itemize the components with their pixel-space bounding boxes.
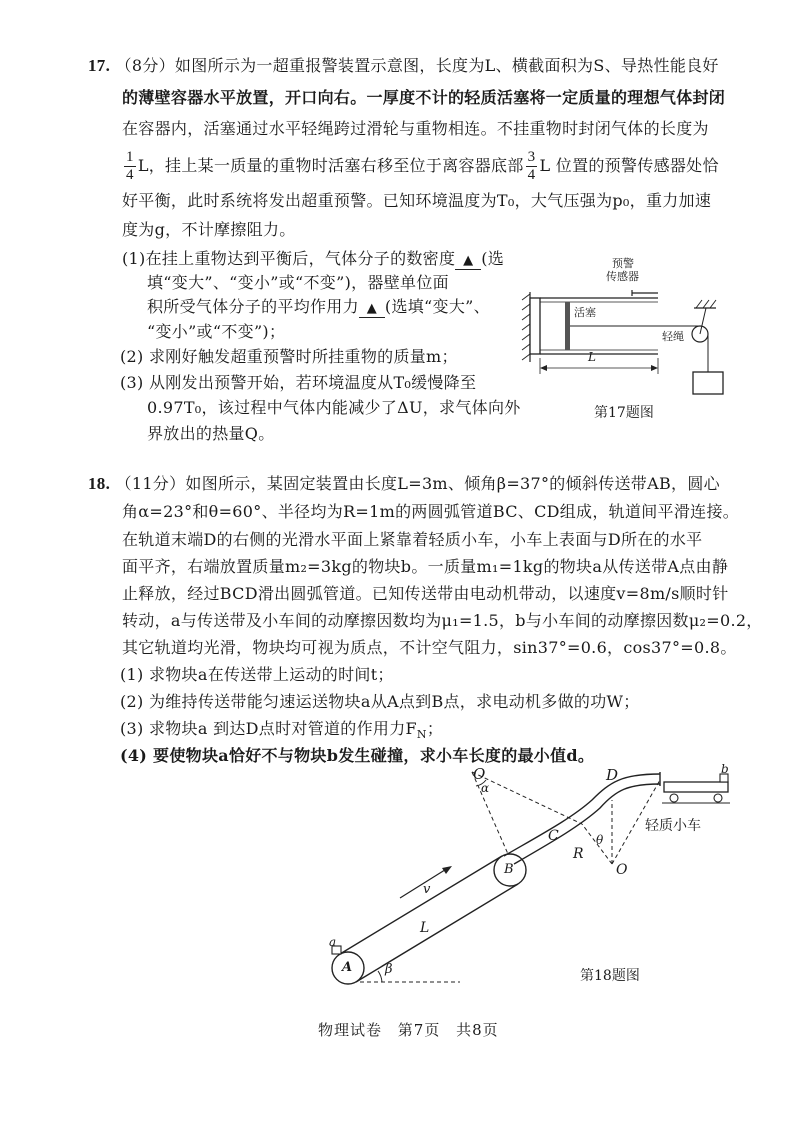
q18-part3: (3) 求物块a 到达D点时对管道的作用力$F_N$； [120, 719, 444, 742]
figure-17-caption: 第17题图 [594, 405, 654, 421]
fraction-three-quarters: $\frac{3}{4}$ [527, 149, 536, 183]
q18-line-6: 转动，a与传送带及小车间的动摩擦因数均为μ₁=1.5，b与小车间的动摩擦因数μ₂=0.2， [122, 611, 763, 630]
length-label: L [588, 350, 596, 364]
label-O1: O [473, 765, 486, 783]
q17-part1-line-4: “变小”或“不变”)； [147, 322, 286, 341]
weight-block [693, 372, 723, 394]
fraction-one-quarter: $\frac{1}{4}$ [126, 149, 134, 183]
q17-part3-line-1: (3) 从刚发出预警开始，若环境温度从T₀缓慢降至 [120, 373, 477, 392]
page-footer [318, 1019, 499, 1040]
q18-line-7: 其它轨道均光滑，物块均可视为质点，不计空气阻力，sin37°=0.6，cos37°=0.8。 [122, 638, 737, 657]
label-C: C [548, 828, 559, 844]
piston-label: 活塞 [574, 306, 596, 319]
q18-line-3: 在轨道末端D的右侧的光滑水平面上紧靠着轻质小车，小车上表面与D所在的水平 [122, 530, 703, 549]
piston [565, 302, 570, 350]
label-R: R [573, 846, 584, 862]
q18-part2: (2) 为维持传送带能匀速运送物块a从A点到B点，求电动机多做的功W； [120, 692, 640, 711]
footer-page: 第7页 [397, 1021, 441, 1039]
figure-18-caption: 第18题图 [580, 968, 640, 984]
q18-line-2: 角α=23°和θ=60°、半径均为R=1m的两圆弧管道BC、CD组成，轨道间平滑连接。 [122, 502, 740, 521]
q17-line-1 [88, 56, 719, 76]
q18-part4: (4) 要使物块a恰好不与物块b发生碰撞，求小车长度的最小值d。 [120, 746, 595, 765]
label-alpha: α [481, 781, 490, 795]
q17-part3-line-3: 界放出的热量Q。 [147, 424, 275, 443]
label-D: D [606, 766, 619, 784]
answer-blank-2: ▲ [359, 301, 385, 318]
q18-number: 18. [88, 474, 111, 493]
label-beta: β [385, 962, 393, 977]
q18-line-1 [88, 474, 720, 494]
cart-label: 轻质小车 [645, 818, 701, 834]
label-v: v [423, 882, 431, 897]
q17-part1-line-3: 积所受气体分子的平均作用力 ▲ (选填“变大”、 [147, 297, 490, 316]
rope-label: 轻绳 [662, 330, 684, 343]
q18-text-1: （11分）如图所示，某固定装置由长度L=3m、倾角β=37°的倾斜传送带AB，圆心 [115, 474, 720, 493]
q17-text-1: （8分）如图所示为一超重报警装置示意图，长度为L、横截面积为S、导热性能良好 [115, 56, 719, 75]
sensor-label: 预警 传感器 [606, 257, 639, 283]
q18-part1: (1) 求物块a在传送带上运动的时间t； [120, 665, 394, 684]
q18-line-5: 止释放，经过BCD滑出圆弧管道。已知传送带由电动机带动，以速度v=8m/s顺时针 [122, 584, 729, 603]
label-A: A [342, 960, 353, 975]
q17-line-2: 的薄壁容器水平放置，开口向右。一厚度不计的轻质活塞将一定质量的理想气体封闭 [122, 88, 726, 107]
label-theta: θ [596, 833, 604, 847]
label-b: b [721, 762, 729, 776]
q17-text-4b: L 位置的预警传感器处恰 [539, 156, 719, 175]
label-a: a [329, 935, 337, 949]
footer-subject: 物理试卷 [318, 1021, 383, 1039]
q17-part1-line-2: 填“变大”、“变小”或“不变”)，器壁单位面 [147, 273, 449, 292]
q17-line-6: 度为g，不计摩擦阻力。 [122, 220, 296, 239]
q17-line-3: 在容器内，活塞通过水平轻绳跨过滑轮与重物相连。不挂重物时封闭气体的长度为 [122, 119, 709, 138]
label-B: B [504, 862, 514, 877]
q17-part3-line-2: 0.97T₀，该过程中气体内能减少了ΔU，求气体向外 [147, 398, 521, 417]
q17-text-4a: L，挂上某一质量的重物时活塞右移至位于离容器底部 [137, 156, 524, 175]
q17-part2: (2) 求刚好触发超重预警时所挂重物的质量m； [120, 347, 458, 366]
q17-line-4 [122, 146, 719, 186]
q17-part1-line-1: (1)在挂上重物达到平衡后，气体分子的数密度 ▲ (选 [122, 249, 505, 268]
q17-number: 17. [88, 56, 111, 75]
figure-18-diagram [310, 760, 740, 1000]
q18-line-4: 面平齐，右端放置质量m₂=3kg的物块b。一质量m₁=1kg的物块a从传送带A点由静 [122, 557, 729, 576]
q17-line-5: 好平衡，此时系统将发出超重预警。已知环境温度为T₀，大气压强为p₀，重力加速 [122, 191, 712, 210]
footer-total: 共8页 [456, 1021, 499, 1039]
light-cart [664, 782, 728, 792]
label-O2: O [616, 862, 628, 878]
label-L: L [420, 920, 430, 936]
answer-blank-1: ▲ [455, 253, 481, 270]
